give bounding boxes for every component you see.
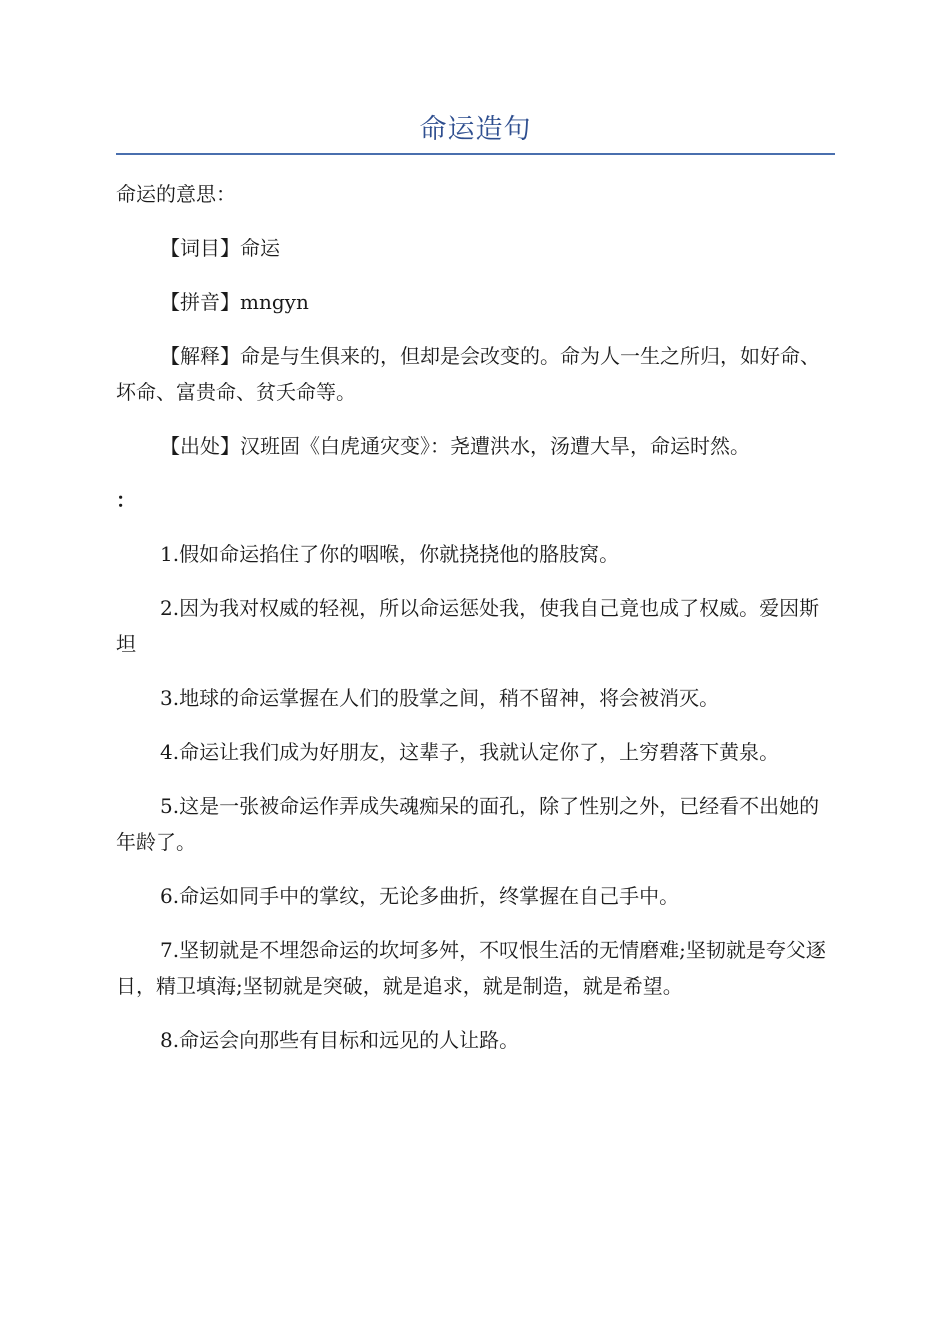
section-separator: ： (116, 488, 136, 512)
sentence-item: 5.这是一张被命运作弄成失魂痴呆的面孔，除了性别之外，已经看不出她的年龄了。 (116, 794, 820, 854)
entry-pinyin: 【拼音】mngyn (160, 290, 309, 314)
sentence-item: 2.因为我对权威的轻视，所以命运惩处我，使我自己竟也成了权威。爱因斯坦 (116, 596, 820, 656)
sentence-item: 7.坚韧就是不埋怨命运的坎坷多舛，不叹恨生活的无情磨难;坚韧就是夸父逐日，精卫填海;坚韧就是突破，就是追求，就是制造，就是希望。 (116, 938, 826, 998)
document-title: 命运造句 (419, 114, 532, 145)
sentence-item: 6.命运如同手中的掌纹，无论多曲折，终掌握在自己手中。 (160, 884, 680, 908)
entry-source: 【出处】汉班固《白虎通灾变》：尧遭洪水，汤遭大旱，命运时然。 (160, 434, 750, 458)
document-body (116, 176, 835, 1076)
sentence-item: 4.命运让我们成为好朋友，这辈子，我就认定你了，上穷碧落下黄泉。 (160, 740, 780, 764)
sentence-item: 8.命运会向那些有目标和远见的人让路。 (160, 1028, 520, 1052)
entry-explanation: 【解释】命是与生俱来的，但却是会改变的。命为人一生之所归，如好命、坏命、富贵命、贫夭命等。 (116, 344, 820, 404)
intro-heading: 命运的意思： (116, 182, 236, 206)
sentence-item: 1.假如命运掐住了你的咽喉，你就挠挠他的胳肢窝。 (160, 542, 620, 566)
entry-word: 【词目】命运 (160, 236, 280, 260)
title-underline (116, 153, 835, 155)
sentence-item: 3.地球的命运掌握在人们的股掌之间，稍不留神，将会被消灭。 (160, 686, 720, 710)
